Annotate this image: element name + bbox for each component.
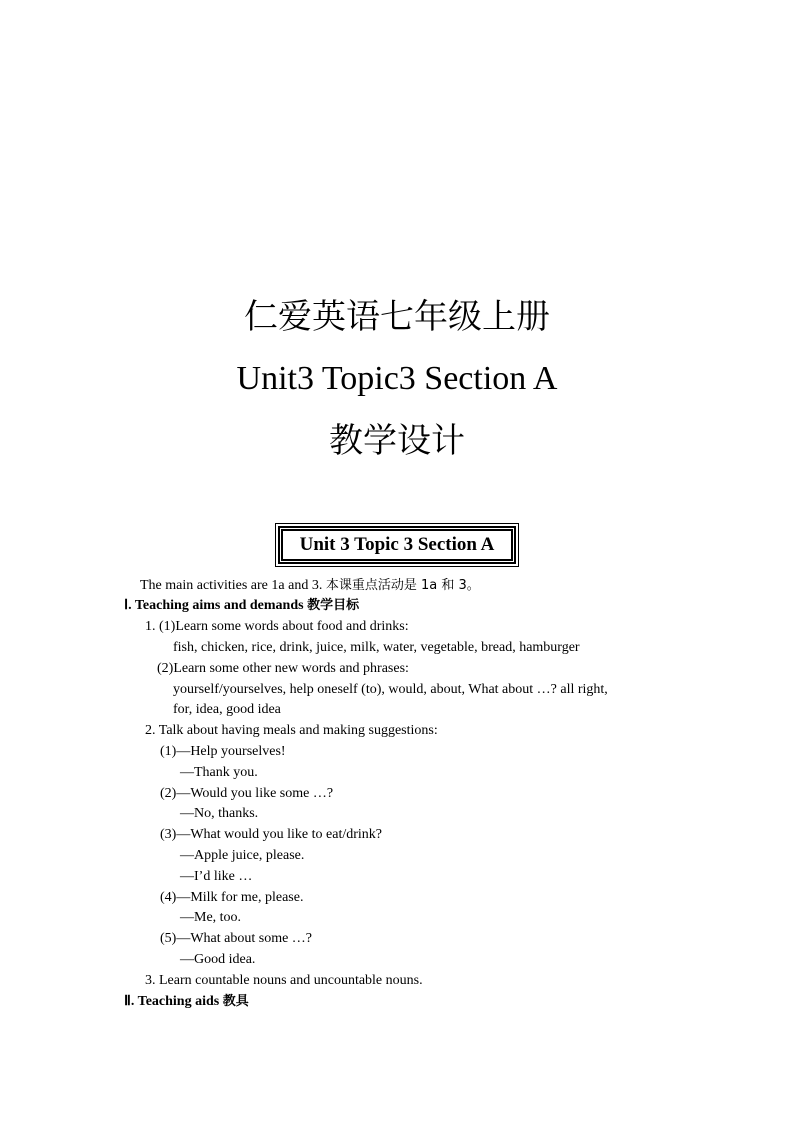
section-2-heading (124, 993, 249, 1010)
dialogue-4-a: —Me, too. (180, 910, 242, 925)
document-title-subtitle: 教学设计 (329, 421, 465, 461)
section-1-heading-cn: 教学目标 (307, 598, 360, 613)
section-title-label: Unit 3 Topic 3 Section A (299, 534, 495, 555)
dialogue-5-q: (5)—What about some …? (160, 931, 313, 946)
document-title-chinese: 仁爱英语七年级上册 (244, 297, 550, 337)
dialogue-5-a: —Good idea. (180, 952, 256, 967)
document-title-unit: Unit3 Topic3 Section A (236, 360, 558, 397)
section-1-heading-en: Ⅰ. Teaching aims and demands (124, 598, 308, 613)
aim-1-2-words-cont: for, idea, good idea (173, 702, 281, 717)
dialogue-3-q: (3)—What would you like to eat/drink? (160, 827, 382, 842)
aim-1-1: 1. (1)Learn some words about food and drinks: (145, 619, 409, 634)
dialogue-2-q: (2)—Would you like some …? (160, 786, 334, 801)
aim-1-2: (2)Learn some other new words and phrases: (157, 661, 409, 676)
dialogue-1-q: (1)—Help yourselves! (160, 744, 286, 759)
intro-text-cn: 本课重点活动是 1a 和 3。 (325, 578, 480, 593)
dialogue-2-a: —No, thanks. (180, 806, 259, 821)
section-2-heading-en: Ⅱ. Teaching aids (124, 994, 223, 1009)
section-title-box (278, 526, 516, 564)
dialogue-3-a2: —I’d like … (180, 869, 253, 884)
aim-1-1-words: fish, chicken, rice, drink, juice, milk, water, vegetable, bread, hamburger (173, 640, 580, 655)
dialogue-4-q: (4)—Milk for me, please. (160, 890, 304, 905)
section-1-heading (124, 597, 359, 614)
aim-2: 2. Talk about having meals and making suggestions: (145, 723, 438, 738)
aim-1-2-words: yourself/yourselves, help oneself (to), would, about, What about …? all right, (173, 682, 608, 697)
intro-text-en: The main activities are 1a and 3. (140, 578, 326, 593)
dialogue-1-a: —Thank you. (180, 765, 258, 780)
dialogue-3-a1: —Apple juice, please. (180, 848, 305, 863)
section-2-heading-cn: 教具 (222, 994, 249, 1009)
intro-line (140, 577, 480, 594)
aim-3: 3. Learn countable nouns and uncountable nouns. (145, 973, 423, 988)
